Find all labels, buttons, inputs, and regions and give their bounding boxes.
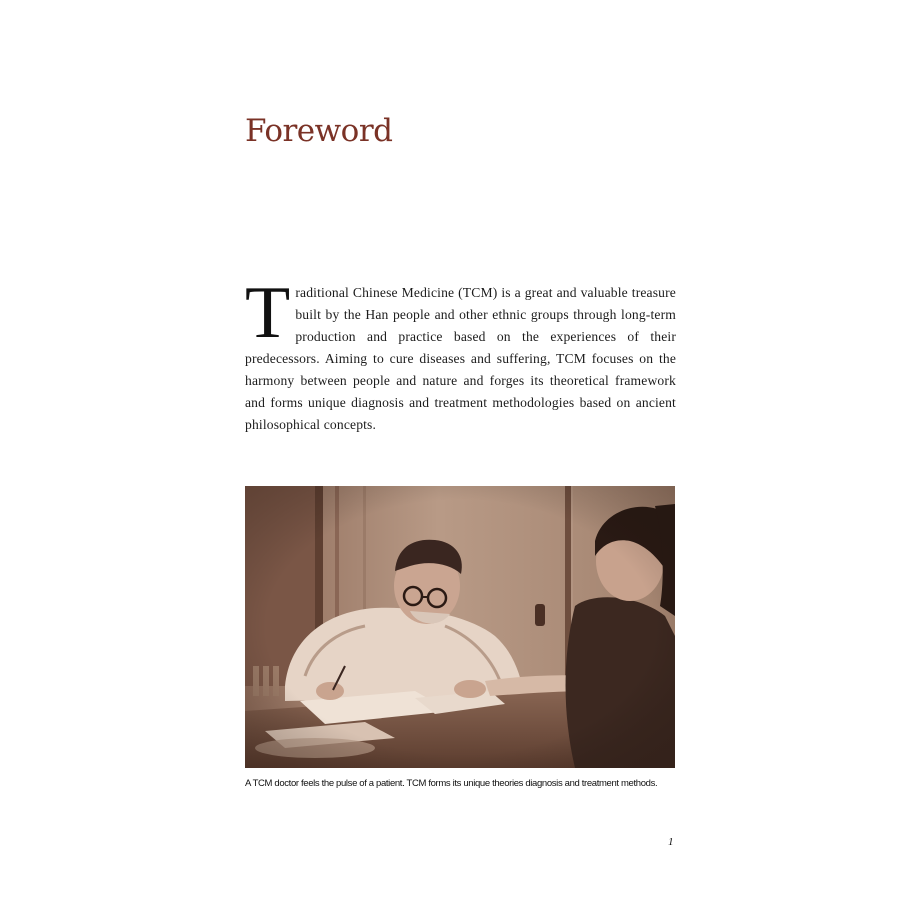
photo-tcm-doctor-pulse (245, 486, 675, 768)
page-title: Foreword (245, 113, 393, 149)
intro-paragraph (245, 272, 676, 436)
drop-cap: T (245, 272, 291, 354)
intro-text: raditional Chinese Medicine (TCM) is a great and valuable treasure built by the Han people and other ethnic groups through long-term production and practice based on the experiences of their predecessors. Aiming to cure diseases and suffering, TCM focuses on the harmony between people and nature and forges its theoretical framework and forms unique diagnosis and treatment methodologies based on ancient philosophical concepts. (245, 285, 676, 432)
page-number: 1 (668, 836, 674, 848)
photo-caption: A TCM doctor feels the pulse of a patient. TCM forms its unique theories diagnosis and treatment methods. (245, 778, 658, 789)
